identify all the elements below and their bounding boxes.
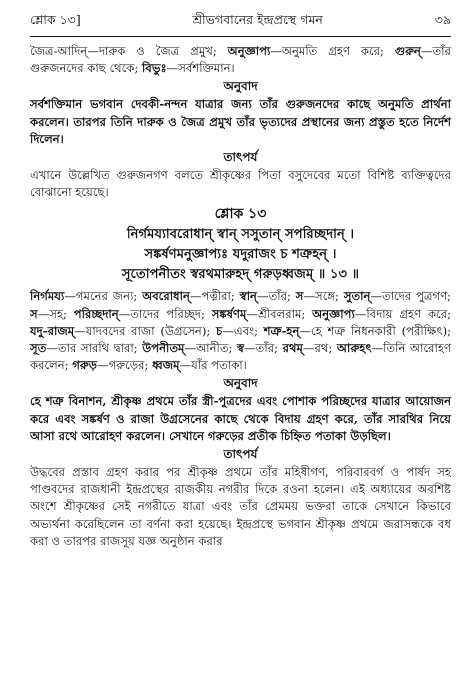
header-verse-number: শ্লোক ১৩]	[30, 12, 81, 27]
synonym-meaning: —সর্বশক্তিমান।	[166, 61, 235, 76]
synonym-meaning: —রথ;	[302, 341, 337, 356]
synonym-meaning: —হে শত্রু নিধনকারী (পরীক্ষিৎ);	[299, 323, 451, 338]
synonym-term: ধ্বজম্	[152, 358, 180, 373]
header-chapter-title: শ্রীভগবানের ইন্দ্রপ্রস্থে গমন	[192, 12, 323, 27]
synonym-meaning: —যাদবদের রাজা (উগ্রসেন);	[74, 323, 216, 338]
word-synonyms	[30, 288, 451, 374]
synonym-term: রথম্	[282, 341, 303, 356]
page-header	[30, 0, 451, 34]
synonym-term: স	[30, 306, 38, 321]
synonym-term: সূত	[30, 341, 47, 356]
synonym-term: গুরুন্	[394, 44, 421, 58]
synonym-meaning: —তাঁর;	[256, 289, 296, 304]
synonym-meaning: —অনুমতি গ্রহণ করে;	[270, 44, 395, 58]
synonym-meaning: —গরুড়ের;	[97, 358, 153, 373]
synonym-meaning: জৈত্র-আদিন্—দারুক ও জৈত্র প্রমুখ;	[30, 44, 228, 58]
header-rule	[30, 36, 451, 37]
synonym-term: উপনীতম্	[142, 341, 185, 356]
synonym-meaning: —তাদের পুত্রগণ;	[370, 289, 451, 304]
shloka-title: শ্লোক ১৩	[214, 206, 267, 223]
synonym-meaning: —তাদের পরিচ্ছদ;	[118, 306, 212, 321]
synonym-term: বিভুঃ	[142, 61, 167, 76]
synonym-meaning: —তাঁর গুরুজনদের কাছ থেকে;	[30, 44, 451, 76]
synonym-meaning: —যাঁর পতাকা।	[179, 358, 247, 373]
synonym-meaning: —গমনের জন্য;	[64, 289, 143, 304]
verse-line: সূতোপনীতং স্বরথমারুহদ্ গরুড়ধ্বজম্ ॥ ১৩ ॥	[121, 267, 360, 283]
header-page-number: ৩৯	[434, 12, 451, 27]
synonym-meaning: —তার সারথি দ্বারা;	[46, 341, 143, 356]
synonym-term: যদু-রাজম্	[30, 323, 75, 338]
synonym-term: পরিচ্ছদান্	[73, 306, 119, 321]
purport-text: এখানে উল্লেখিত গুরুজনগণ বলতে শ্রীকৃষ্ণের পিতা বসুদেবের মতো বিশিষ্ট ব্যক্তিত্বদের বোঝানো হয়েছে।	[30, 168, 451, 200]
translation-heading: অনুবাদ	[223, 79, 258, 94]
synonym-term: অবরোধান্	[142, 289, 190, 304]
synonym-term: সুতান্	[343, 289, 371, 304]
synonym-meaning: —আনীত;	[184, 341, 237, 356]
synonym-meaning: —তিনি আরোহণ করলেন;	[30, 341, 451, 373]
synonym-term: আরুহৎ	[336, 341, 372, 356]
synonym-term: গরুড়	[72, 358, 98, 373]
synonym-meaning: —শ্রীবলরাম;	[246, 306, 313, 321]
synonym-term: শত্রু-হন্	[263, 323, 300, 338]
synonym-term: নির্গময্য	[30, 289, 65, 304]
synonym-term: স	[295, 289, 304, 304]
purport-text: উদ্ধবের প্রস্তাব গ্রহণ করার পর শ্রীকৃষ্ণ প্রথমে তাঁর মহিষীগণ, পরিবারবর্গ ও পার্ষদ সহ পাণ্ডবদের রাজধানী ইন্দ্রপ্রস্থের রাজকীয় নগরীর দিকে রওনা হলেন। এই অধ্যায়ের অবশিষ্ট অংশে শ্রীকৃষ্ণের সেই নগরীতে যাত্রা এবং তাঁর প্রেমময় ভক্তরা তাকে সেখানে কিভাবে অভ্যর্থনা করেছিলেন তা বর্ণনা করা হয়েছে। ইন্দ্রপ্রস্থে ভগবান শ্রীকৃষ্ণ প্রথমে জরাসন্ধকে বধ করা ও তারপর রাজসূয় যজ্ঞ অনুষ্ঠান করার	[30, 465, 451, 548]
translation-heading: অনুবাদ	[223, 376, 258, 391]
synonym-term: স্ব	[237, 341, 245, 356]
top-synonyms	[30, 43, 451, 77]
verse-line: সঙ্কর্ষণমনুজ্ঞাপ্যঃ যদুরাজং চ শত্রুহন্ ।	[144, 247, 337, 263]
synonym-meaning: —বিদায় গ্রহণ করে;	[354, 306, 452, 321]
translation-text: সর্বশক্তিমান ভগবান দেবকী-নন্দন যাত্রার জন্য তাঁর গুরুজনদের কাছে অনুমতি প্রার্থনা করলেন। তারপর তিনি দারুক ও জৈত্র প্রমুখ তাঁর ভৃত্যদের প্রস্থানের জন্য প্রস্তুত হতে নির্দেশ দিলেন।	[30, 97, 451, 146]
synonym-meaning: —তাঁর;	[244, 341, 283, 356]
purport-heading: তাৎপর্য	[223, 150, 258, 165]
synonym-term: সঙ্কর্ষণম্	[211, 306, 247, 321]
synonym-meaning: —পত্নীরা;	[189, 289, 240, 304]
synonym-term: অনুজ্ঞাপ্য	[227, 44, 271, 58]
synonym-meaning: —এবং;	[222, 323, 264, 338]
synonym-term: চ	[216, 323, 223, 338]
verse-line: নির্গময্যাবরোধান্ স্বান্ সসুতান্ সপরিচ্ছদান্ ।	[126, 227, 355, 243]
synonym-term: স্বান্	[239, 289, 257, 304]
synonym-meaning: —সহ;	[37, 306, 74, 321]
purport-heading: তাৎপর্য	[223, 447, 258, 462]
synonym-meaning: —সঙ্গে;	[303, 289, 344, 304]
translation-text: হে শত্রু বিনাশন, শ্রীকৃষ্ণ প্রথমে তাঁর স্ত্রী-পুত্রদের এবং পোশাক পরিচ্ছদের যাত্রার আয়োজন করে এবং সঙ্কর্ষণ ও রাজা উগ্রসেনের কাছে থেকে বিদায় গ্রহণ করে, তাঁর সারথির নিয়ে আসা রথে আরোহণ করলেন। সেখানে গরুড়ের প্রতীক চিহ্নিত পতাকা উড়ছিল।	[30, 394, 451, 443]
synonym-term: অনুজ্ঞাপ্য	[312, 306, 355, 321]
